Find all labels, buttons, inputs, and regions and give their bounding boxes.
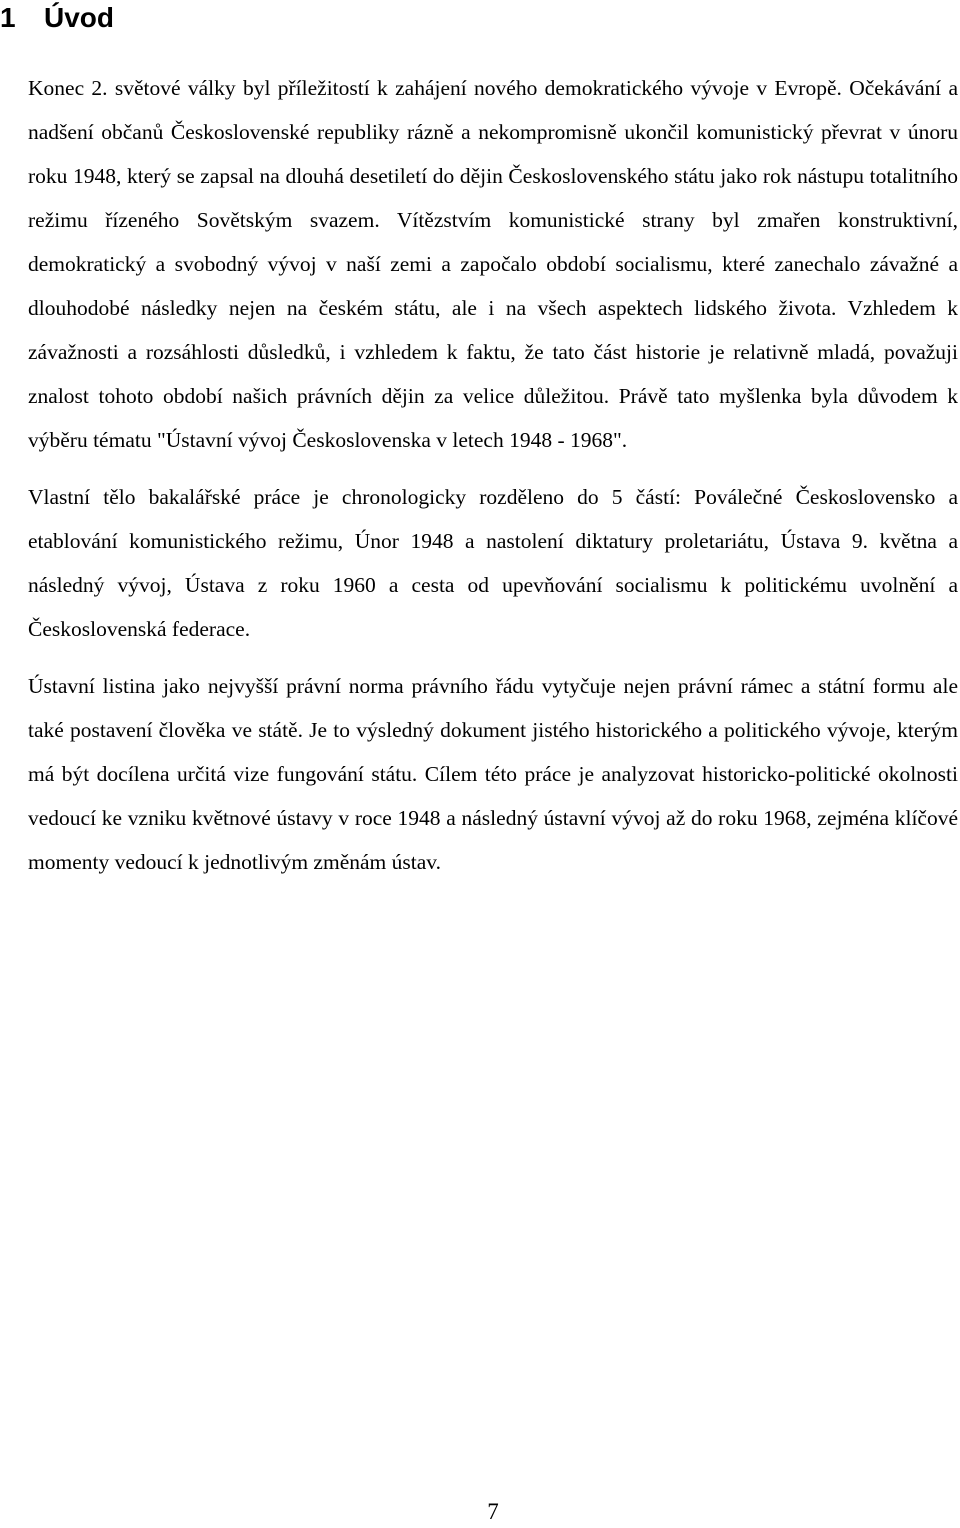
paragraph-intro: Konec 2. světové války byl příležitostí k zahájení nového demokratického vývoje v Evropě. Očekávání a nadšení občanů Československé republiky rázně a nekompromisně ukončil komunistický převrat v únoru roku 1948, který se zapsal na dlouhá desetiletí do dějin Československého státu jako rok nástupu totalitního režimu řízeného Sovětským svazem. Vítězstvím komunistické strany byl zmařen konstruktivní, demokratický a svobodný vývoj v naší zemi a započalo období socialismu, které zanechalo závažné a dlouhodobé následky nejen na českém státu, ale i na všech aspektech lidského života. Vzhledem k závažnosti a rozsáhlosti důsledků, i vzhledem k faktu, že tato část historie je relativně mladá, považuji znalost tohoto období našich právních dějin za velice důležitou. Právě tato myšlenka byla důvodem k výběru tématu "Ústavní vývoj Československa v letech 1948 - 1968". [28, 76, 958, 452]
chapter-number: 1 [0, 2, 16, 33]
chapter-title: Úvod [44, 2, 114, 33]
paragraph-structure: Vlastní tělo bakalářské práce je chronologicky rozděleno do 5 částí: Poválečné Československo a etablování komunistického režimu, Únor 1948 a nastolení diktatury proletariátu, Ústava 9. května a následný vývoj, Ústava z roku 1960 a cesta od upevňování socialismu k politickému uvolnění a Československá federace. [28, 485, 958, 641]
page-number: 7 [487, 1499, 499, 1524]
chapter-body [28, 66, 958, 897]
chapter-heading [0, 0, 114, 36]
paragraph-aim: Ústavní listina jako nejvyšší právní norma právního řádu vytyčuje nejen právní rámec a státní formu ale také postavení člověka ve státě. Je to výsledný dokument jistého historického a politického vývoje, kterým má být docílena určitá vize fungování státu. Cílem této práce je analyzovat historicko-politické okolnosti vedoucí ke vzniku květnové ústavy v roce 1948 a následný ústavní vývoj až do roku 1968, zejména klíčové momenty vedoucí k jednotlivým změnám ústav. [28, 674, 958, 874]
